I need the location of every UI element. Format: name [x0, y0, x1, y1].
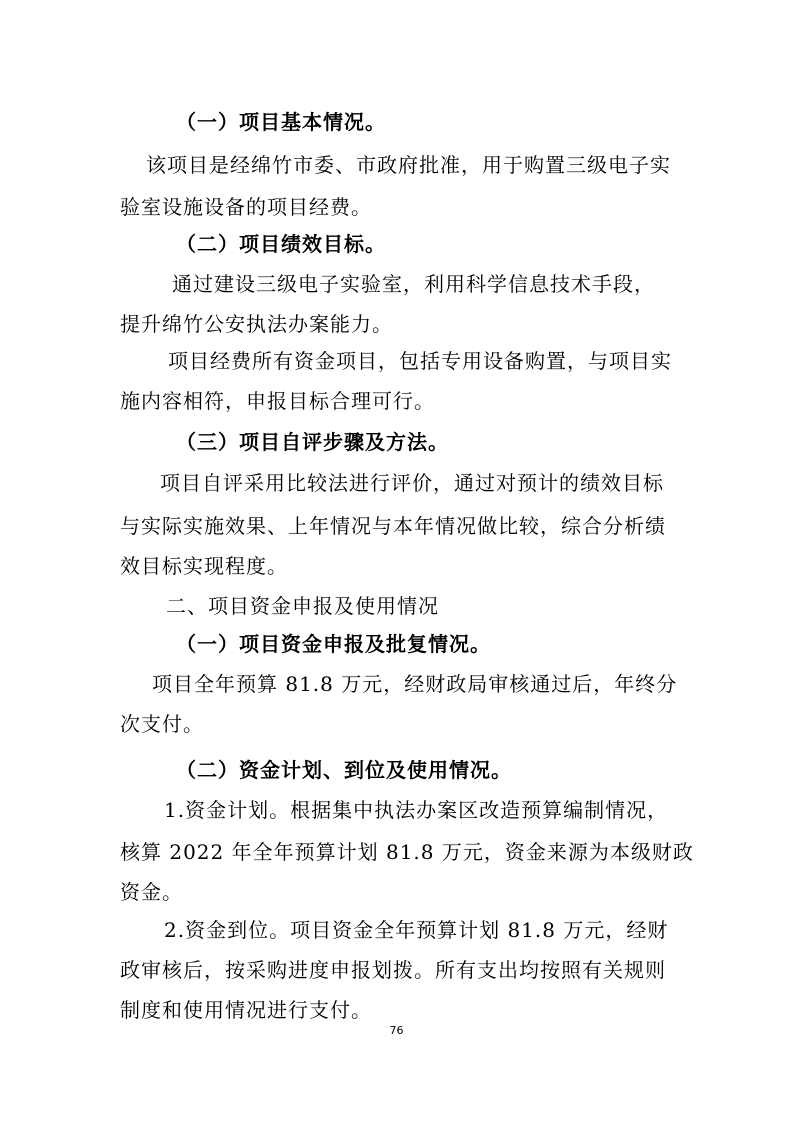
- paragraph-line: 政审核后，按采购进度申报划拨。所有支出均按照有关规则: [120, 958, 666, 982]
- paragraph-line: 制度和使用情况进行支付。: [120, 998, 372, 1022]
- subheading-self-evaluation: （三）项目自评步骤及方法。: [176, 430, 449, 454]
- subheading-funding-approval: （一）项目资金申报及批复情况。: [176, 632, 491, 656]
- paragraph-line: 验室设施设备的项目经费。: [120, 195, 372, 219]
- page-number: 76: [389, 1024, 404, 1037]
- subheading-funding-plan: （二）资金计划、到位及使用情况。: [176, 758, 512, 782]
- subheading-basic-info: （一）项目基本情况。: [176, 110, 386, 134]
- paragraph-line: 项目全年预算 81.8 万元，经财政局审核通过后，年终分: [152, 672, 678, 696]
- paragraph-line: 资金。: [120, 880, 183, 904]
- paragraph-line: 次支付。: [120, 712, 204, 736]
- paragraph-line: 核算 2022 年全年预算计划 81.8 万元，资金来源为本级财政: [120, 840, 694, 864]
- paragraph-line: 该项目是经绵竹市委、市政府批准，用于购置三级电子实: [146, 153, 671, 177]
- paragraph-line: 项目经费所有资金项目，包括专用设备购置，与项目实: [168, 349, 672, 373]
- paragraph-line: 2.资金到位。项目资金全年预算计划 81.8 万元，经财: [164, 918, 669, 942]
- paragraph-line: 通过建设三级电子实验室，利用科学信息技术手段，: [172, 272, 655, 296]
- paragraph-line: 施内容相符，申报目标合理可行。: [120, 389, 435, 413]
- paragraph-line: 1.资金计划。根据集中执法办案区改造预算编制情况，: [164, 798, 669, 822]
- subheading-performance-target: （二）项目绩效目标。: [176, 232, 386, 256]
- paragraph-line: 与实际实施效果、上年情况与本年情况做比较，综合分析绩: [120, 514, 666, 538]
- paragraph-line: 项目自评采用比较法进行评价，通过对预计的绩效目标: [160, 471, 664, 495]
- section-heading-funding: 二、项目资金申报及使用情况: [166, 594, 439, 618]
- paragraph-line: 效目标实现程度。: [120, 554, 288, 578]
- paragraph-line: 提升绵竹公安执法办案能力。: [120, 312, 393, 336]
